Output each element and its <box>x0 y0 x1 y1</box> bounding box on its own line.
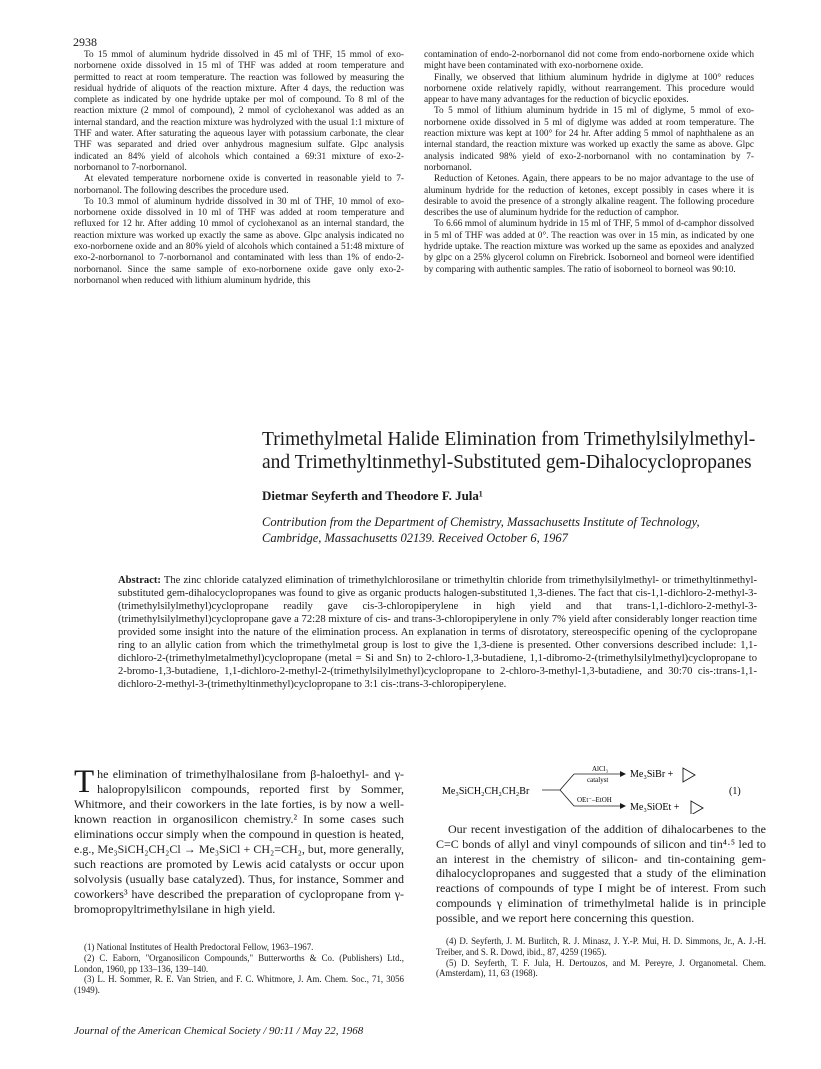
equation-number: (1) <box>729 786 741 797</box>
paragraph: At elevated temperature norbornene oxide is converted in reasonable yield to 7-norbornanol. The following describes the procedure used. <box>74 174 404 196</box>
paragraph: Finally, we observed that lithium aluminum hydride in diglyme at 100° reduces norbornene oxide relatively rapidly, without rearrangement. This procedure would appear to have many advantages for the reduction of bicyclic epoxides. <box>424 72 754 106</box>
product-top: Me₃SiBr + <box>630 769 674 780</box>
intro-left-text: he elimination of trimethylhalosilane from β-haloethyl- and γ-halopropylsilicon compounds, reported first by Sommer, Whitmore, and their coworkers in the late forties, is by now a well-known reaction in organosilicon chemistry.² In some cases such eliminations occur simply when the compound in question is heated, e.g., Me₃SiCH₂CH₂Cl → Me₃SiCl + CH₂=CH₂, but, more generally, such reactions are promoted by Lewis acid catalysts or occur upon solvolysis (usually base catalyzed). Thus, for instance, Sommer and coworkers³ have described the preparation of cyclopropane from γ-bromopropyltrimethylsilane in high yield. <box>74 767 404 916</box>
paragraph: To 5 mmol of lithium aluminum hydride in 15 ml of diglyme, 5 mmol of exo-norbornene oxide dissolved in 5 ml of diglyme was added at room temperature. The reaction mixture was kept at 100° for 24 hr. After adding 5 mmol of naphthalene as an internal standard, the reaction mixture was worked up exactly the same as above. Glpc analysis indicated 98% yield of exo-2-norbornanol with no contamination by 7-norbornanol. <box>424 106 754 173</box>
footnote: (4) D. Seyferth, J. M. Burlitch, R. J. Minasz, J. Y.-P. Mui, H. D. Simmons, Jr., A. J.-H. Treiber, and S. R. Dowd, ibid., 87, 4259 (1965). <box>436 936 766 957</box>
paragraph: Reduction of Ketones. Again, there appears to be no major advantage to the use of aluminum hydride for the reduction of ketones, except possibly in cases where it is desirable to avoid the presence of a strongly alkaline reagent. The following procedure describes the use of aluminum hydride for the reduction of camphor. <box>424 174 754 219</box>
footnote: (2) C. Eaborn, "Organosilicon Compounds," Butterworths & Co. (Publishers) Ltd., London, 1960, pp 133–136, 139–140. <box>74 952 404 974</box>
cyclopropane-icon-2 <box>691 801 703 814</box>
cyclopropane-icon <box>683 768 695 782</box>
article-title: Trimethylmetal Halide Elimination from Trimethylsilylmethyl- and Trimethyltinmethyl-Substituted gem-Dihalocyclopropanes <box>262 429 756 473</box>
arrowhead-top-icon <box>620 771 626 777</box>
paragraph: contamination of endo-2-norbornanol did not come from endo-norbornene oxide which might have been contaminated with exo-norbornene oxide. <box>424 50 754 72</box>
drop-cap: T <box>74 764 95 800</box>
left-column <box>74 50 404 287</box>
footnote: (5) D. Seyferth, T. F. Jula, H. Dertouzos, and M. Pereyre, J. Organometal. Chem. (Amsterdam), 11, 63 (1968). <box>436 957 766 979</box>
intro-left <box>74 764 404 917</box>
reagent-bottom: OEt⁻–EtOH <box>577 796 612 804</box>
abstract-label: Abstract: <box>118 575 161 586</box>
footnote: (3) L. H. Sommer, R. E. Van Strien, and F. C. Whitmore, J. Am. Chem. Soc., 71, 3056 (1949). <box>74 974 404 996</box>
product-bottom: Me₃SiOEt + <box>630 802 680 813</box>
intro-right-text: Our recent investigation of the addition of dihalocarbenes to the C=C bonds of allyl and vinyl compounds of silicon and tin⁴·⁵ led to an interest in the chemistry of silicon- and tin-containing gem-dihalocyclopropanes and suggested that a study of the elimination reactions of compounds of type I might be of interest. From such compounds γ elimination of trimethylmetal halide is in principle possible, and we report here concerning this question. <box>436 822 766 925</box>
footnote: (1) National Institutes of Health Predoctoral Fellow, 1963–1967. <box>84 942 314 952</box>
footnotes-left <box>74 942 404 996</box>
reaction-scheme <box>442 766 782 814</box>
abstract <box>118 574 757 691</box>
reagent-top: AlCl₃ <box>592 766 609 773</box>
paragraph: To 10.3 mmol of aluminum hydride dissolved in 30 ml of THF, 10 mmol of exo-norbornene oxide dissolved in 10 ml of THF was added at room temperature and refluxed for 12 hr. After adding 10 mmol of cyclohexanol as an internal standard, the reaction mixture was worked up exactly the same as above. Glpc analysis indicated no exo-norbornene oxide and an 80% yield of alcohols which contained a 51:48 mixture of exo-2-norbornanol to 7-norbornanol and contaminated with less than 1% of endo-2-norbornanol. Since the same sample of exo-norbornene oxide gave only exo-2-norbornanol when reduced with lithium aluminum hydride, this <box>74 196 404 286</box>
arrowhead-bottom-icon <box>620 803 626 809</box>
paragraph: To 6.66 mmol of aluminum hydride in 15 ml of THF, 5 mmol of d-camphor dissolved in 5 ml of THF was added at 0°. The reaction was over in 15 min, as indicated by one hydride uptake. The reaction mixture was worked up the same as epoxides and analyzed by glpc on a 25% glycerol column on Firebrick. Isoborneol and borneol were identified by comparing with authentic samples. The ratio of isoborneol to borneol was 90:10. <box>424 219 754 275</box>
article-affiliation: Contribution from the Department of Chemistry, Massachusetts Institute of Technology, Cambridge, Massachusetts 02139. Received October 6, 1967 <box>262 515 700 545</box>
abstract-text: The zinc chloride catalyzed elimination of trimethylchlorosilane or trimethyltin chloride from trimethylsilylmethyl- or trimethyltinmethyl-substituted gem-dihalocyclopropanes was found to give as organic products halogen-substituted 1,3-dienes. The fact that cis-1,1-dichloro-2-methyl-3-(trimethylsilylmethyl)cyclopropane readily gave cis-3-chloropiperylene in high yield and that trans-1,1-dichloro-2-methyl-3-(trimethylsilylmethyl)cyclopropane gave a 72:28 mixture of cis- and trans-3-chloropiperylene in only 7% yield after considerably longer reaction time provided some insight into the nature of the elimination process. An explanation in terms of disrotatory, stereospecific opening of the cyclopropane ring to an allylic cation from which the trimethylmetal group is lost to give the 1,3-diene is presented. Other conversions described include: 1,1-dichloro-2-(trimethylmetalmethyl)cyclopropane (metal = Si and Sn) to 2-chloro-1,3-butadiene, 1,1-dibromo-2-(trimethylsilylmethyl)cyclopropane to 2-bromo-1,3-butadiene, 1,1-dichloro-2-methyl-2-(trimethylsilylmethyl)cyclopropane to 2-chloro-3-methyl-1,3-butadiene, and 30:70 cis-:trans-1,1-dichloro-2-methyl-3-(trimethyltinmethyl)cyclopropane to 3:1 cis-:trans-3-chloropiperylene. <box>118 575 757 690</box>
footnotes-right <box>436 936 766 979</box>
reaction-branch-down <box>560 790 574 806</box>
condition-top: catalyst <box>587 776 609 784</box>
reaction-branch-up <box>560 774 574 790</box>
reaction-reactant: Me₃SiCH₂CH₂CH₂Br <box>442 786 530 797</box>
intro-right <box>436 822 766 926</box>
page-number: 2938 <box>73 35 97 49</box>
article-authors: Dietmar Seyferth and Theodore F. Jula¹ <box>262 488 483 503</box>
paragraph: To 15 mmol of aluminum hydride dissolved in 45 ml of THF, 15 mmol of exo-norbornene oxide dissolved in 15 ml of THF was added at room temperature and permitted to react at room temperature. The reaction was followed by measuring the residual hydride of aliquots of the reaction mixture. After 4 days, the reduction was complete as indicated by one hydride uptake per mol of compound. To 8 ml of the reaction mixture (2 mmol of compound), 2 mmol of cyclohexanol was added as an internal standard, and the reaction mixture was hydrolyzed with the usual 1:1 mixture of THF and water. After saturating the aqueous layer with potassium carbonate, the clear THF was separated and dried over anhydrous magnesium sulfate. Glpc analysis indicated an 84% yield of alcohols which contained a 69:31 mixture of exo-2-norbornanol to 7-norbornanol. <box>74 50 404 173</box>
right-column <box>424 50 754 276</box>
journal-footer: Journal of the American Chemical Society / 90:11 / May 22, 1968 <box>74 1025 364 1037</box>
